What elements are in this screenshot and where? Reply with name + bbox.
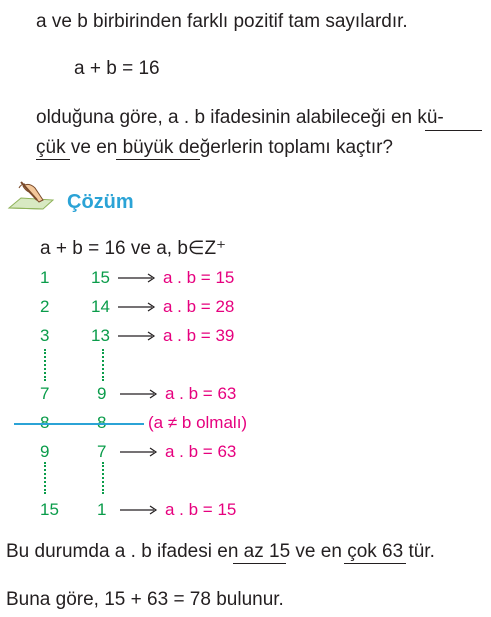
dots-a xyxy=(44,462,46,494)
row-a-value: 9 xyxy=(40,442,50,461)
row-result: a . b = 63 xyxy=(165,384,237,403)
dots-b xyxy=(102,462,104,494)
problem-line-3 xyxy=(36,136,393,160)
row-a-value: 2 xyxy=(40,297,50,316)
row-result: a . b = 15 xyxy=(165,500,237,519)
row-b-value: 7 xyxy=(97,442,107,461)
arrow-right-icon xyxy=(120,446,160,458)
problem-line-3-text: değerlerin toplamı kaçtır? xyxy=(173,137,393,158)
dots-a xyxy=(44,349,46,381)
arrow-right-icon xyxy=(118,272,158,284)
underline xyxy=(116,159,200,160)
summary-text: Bu durumda a . b ifadesi xyxy=(6,541,218,562)
problem-line-2-text: olduğuna göre, a . b ifadesinin alabileceği xyxy=(36,107,391,128)
problem-line-1: a ve b birbirinden farklı pozitif tam sayılardır. xyxy=(36,11,408,32)
row-result: (a ≠ b olmalı) xyxy=(148,413,248,432)
arrow-right-icon xyxy=(120,388,160,400)
underline xyxy=(233,563,286,564)
arrow-right-icon xyxy=(120,504,160,516)
row-a-value: 7 xyxy=(40,384,50,403)
summary-post: 63 tür. xyxy=(376,541,435,562)
writing-hand-icon xyxy=(7,178,57,212)
row-a-value: 15 xyxy=(40,500,59,519)
underline-text-en-kucuk-1: en kü- xyxy=(390,107,444,128)
problem-line-2 xyxy=(36,106,444,130)
row-a-value: 3 xyxy=(40,326,50,345)
row-result: a . b = 28 xyxy=(163,297,235,316)
solution-condition: a + b = 16 ve a, b∈Z⁺ xyxy=(40,238,227,259)
underline xyxy=(425,130,482,131)
problem-line-3-mid: ve xyxy=(65,137,97,158)
row-b-value: 15 xyxy=(91,268,110,287)
solution-header: Çözüm xyxy=(67,191,134,213)
row-result: a . b = 39 xyxy=(163,326,235,345)
row-b-value: 13 xyxy=(91,326,110,345)
row-b-value: 9 xyxy=(97,384,107,403)
summary-line xyxy=(6,540,435,564)
row-b-value: 14 xyxy=(91,297,110,316)
underline xyxy=(36,159,70,160)
underline-text-en-az: en az xyxy=(217,541,264,562)
row-b-value: 1 xyxy=(97,500,107,519)
row-a-value: 1 xyxy=(40,268,50,287)
underline-text-en-cok: en çok xyxy=(320,541,377,562)
arrow-right-icon xyxy=(118,301,158,313)
strike-line xyxy=(14,423,144,425)
row-result: a . b = 63 xyxy=(165,442,237,461)
problem-equation: a + b = 16 xyxy=(74,58,160,79)
dots-b xyxy=(102,349,104,381)
underline-text-en-kucuk-2: çük xyxy=(36,137,66,158)
underline-text-en-buyuk: en büyük xyxy=(96,137,174,158)
row-result: a . b = 15 xyxy=(163,268,235,287)
arrow-right-icon xyxy=(118,330,158,342)
underline xyxy=(344,563,406,564)
final-result: Buna göre, 15 + 63 = 78 bulunur. xyxy=(6,589,284,610)
summary-mid: 15 ve xyxy=(263,541,321,562)
